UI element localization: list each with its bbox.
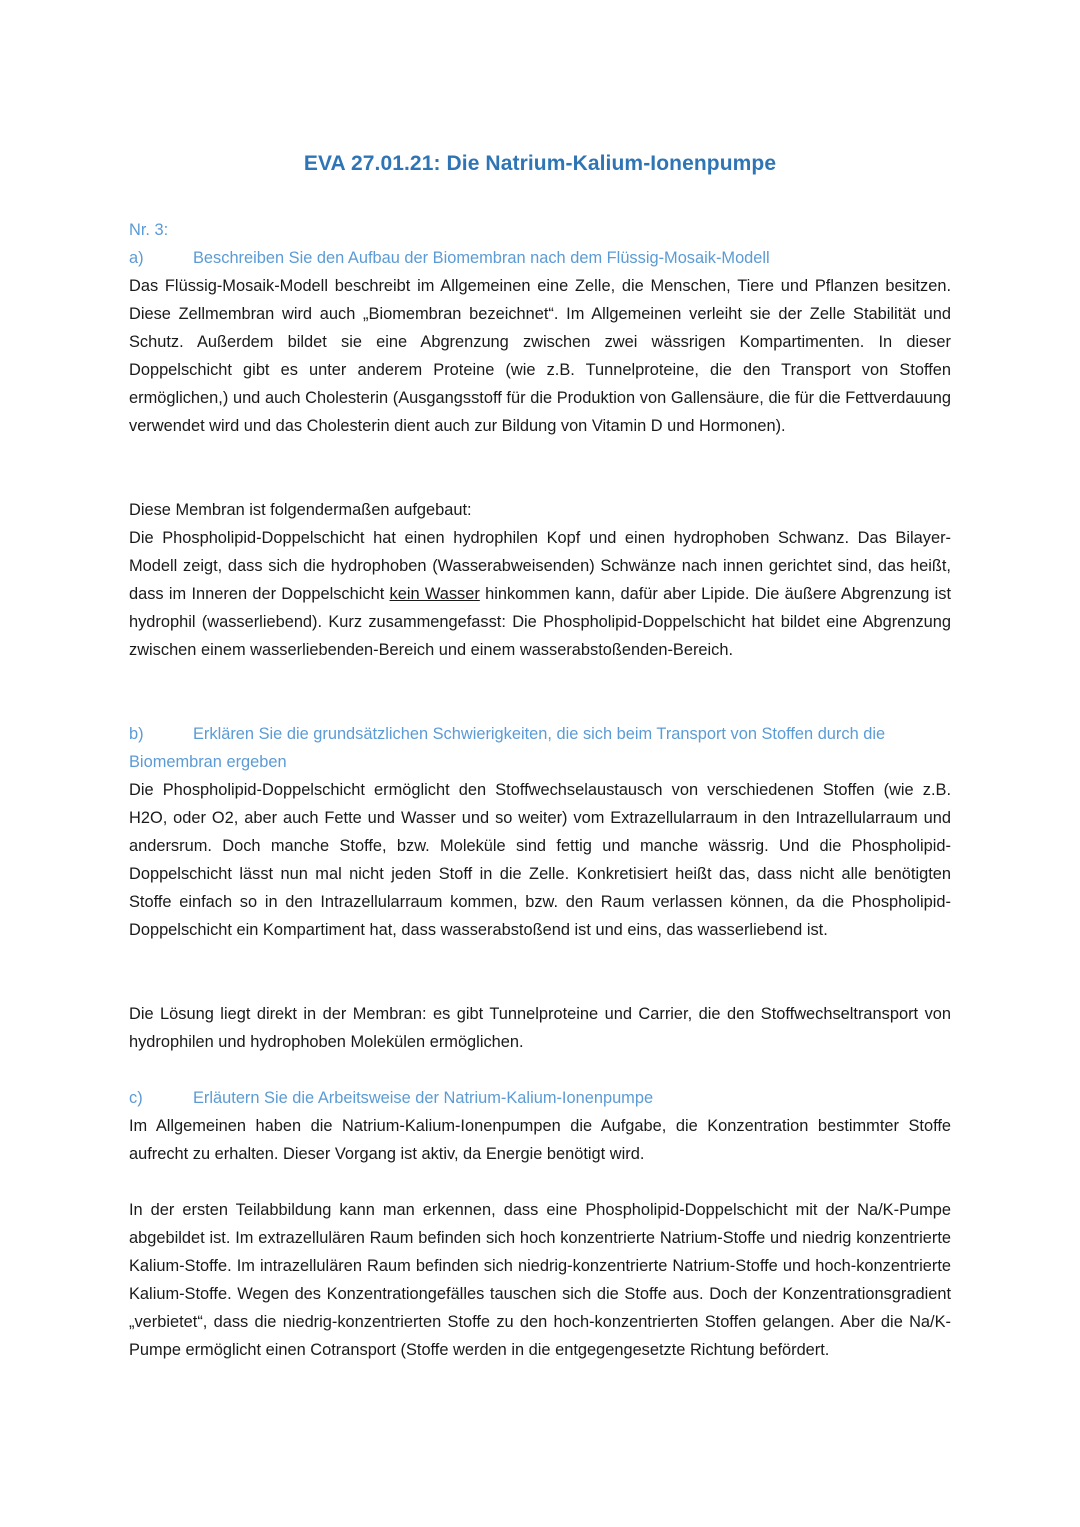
section-a-paragraph-2-intro: Diese Membran ist folgendermaßen aufgebaut: xyxy=(129,501,472,519)
section-a-paragraph-1: Das Flüssig-Mosaik-Modell beschreibt im Allgemeinen eine Zelle, die Menschen, Tiere und Pflanzen besitzen. Diese Zellmembran wird auch „Biomembran bezeichnet“. Im Allgemeinen verleiht sie der Zelle Stabilität und Schutz. Außerdem bildet sie eine Abgrenzung zwischen zwei wässrigen Kompartimenten. In dieser Doppelschicht gibt es unter anderem Proteine (wie z.B. Tunnelproteine, die den Transport von Stoffen ermöglichen,) und auch Cholesterin (Ausgangsstoff für die Produktion von Gallensäure, die für die Fettverdauung verwendet wird und das Cholesterin dient auch zur Bildung von Vitamin D und Hormonen). xyxy=(129,277,951,435)
section-b-question: Erklären Sie die grundsätzlichen Schwierigkeiten, die sich beim Transport von Stoffen durch die Biomembran ergeben xyxy=(129,725,886,771)
section-a-text-before: Die Phospholipid-Doppelschicht hat einen hydrophilen Kopf und einen hydrophoben Schwanz. Das Bilayer-Modell zeigt, dass sich die hydrophoben (Wasserabweisenden) Schwänze nach innen gerichtet sind, das heißt, dass im Inneren der Doppelschicht xyxy=(129,529,951,603)
section-b-heading xyxy=(129,720,951,776)
section-a-text-after: hinkommen kann, dafür aber Lipide. Die äußere Abgrenzung ist hydrophil (wasserliebend). Kurz zusammengefasst: Die Phospholipid-Doppelschicht hat bildet eine Abgrenzung zwischen einem wasserliebenden-Bereich und einem wasserabstoßenden-Bereich. xyxy=(129,585,951,659)
section-a-letter: a) xyxy=(129,249,144,267)
section-b-letter: b) xyxy=(129,725,144,743)
section-b-paragraph-2: Die Lösung liegt direkt in der Membran: es gibt Tunnelproteine und Carrier, die den Stoffwechseltransport von hydrophilen und hydrophoben Molekülen ermöglichen. xyxy=(129,1005,951,1051)
section-a-paragraph-2-body xyxy=(129,524,951,664)
underlined-phrase: kein Wasser xyxy=(389,585,480,603)
section-c-paragraph-1: Im Allgemeinen haben die Natrium-Kalium-Ionenpumpen die Aufgabe, die Konzentration bestimmter Stoffe aufrecht zu erhalten. Dieser Vorgang ist aktiv, da Energie benötigt wird. xyxy=(129,1117,951,1163)
section-c-letter: c) xyxy=(129,1089,143,1107)
section-c-question: Erläutern Sie die Arbeitsweise der Natrium-Kalium-Ionenpumpe xyxy=(193,1089,654,1107)
section-c-paragraph-2: In der ersten Teilabbildung kann man erkennen, dass eine Phospholipid-Doppelschicht mit der Na/K-Pumpe abgebildet ist. Im extrazellulären Raum befinden sich hoch konzentrierte Natrium-Stoffe und niedrig konzentrierte Kalium-Stoffe. Im intrazellulären Raum befinden sich niedrig-konzentrierte Natrium-Stoffe und hoch-konzentrierte Kalium-Stoffe. Wegen des Konzentrationgefälles tauschen sich die Stoffe aus. Doch der Konzentrationsgradient „verbietet“, dass die niedrig-konzentrierten Stoffe zu den hoch-konzentrierten Stoffen gelangen. Aber die Na/K-Pumpe ermöglicht einen Cotransport (Stoffe werden in die entgegengesetzte Richtung befördert. xyxy=(129,1201,951,1359)
section-a-question: Beschreiben Sie den Aufbau der Biomembran nach dem Flüssig-Mosaik-Modell xyxy=(193,249,770,267)
section-b-paragraph-1: Die Phospholipid-Doppelschicht ermöglicht den Stoffwechselaustausch von verschiedenen Stoffen (wie z.B. H2O, oder O2, aber auch Fette und Wasser und so weiter) vom Extrazellularraum in den Intrazellularraum und andersrum. Doch manche Stoffe, bzw. Moleküle sind fettig und manche wässrig. Und die Phospholipid-Doppelschicht lässt nun mal nicht jeden Stoff in die Zelle. Konkretisiert heißt das, dass nicht alle benötigten Stoffe einfach so in den Intrazellularraum kommen, bzw. den Raum verlassen können, da die Phospholipid-Doppelschicht ein Kompartiment hat, dass wasserabstoßend ist und eins, das wasserliebend ist. xyxy=(129,781,951,939)
section-c-heading xyxy=(129,1084,951,1112)
number-label: Nr. 3: xyxy=(129,221,169,239)
document-title: EVA 27.01.21: Die Natrium-Kalium-Ionenpumpe xyxy=(303,152,777,175)
section-a-heading xyxy=(129,244,951,272)
section-a-paragraph-2 xyxy=(129,496,951,664)
